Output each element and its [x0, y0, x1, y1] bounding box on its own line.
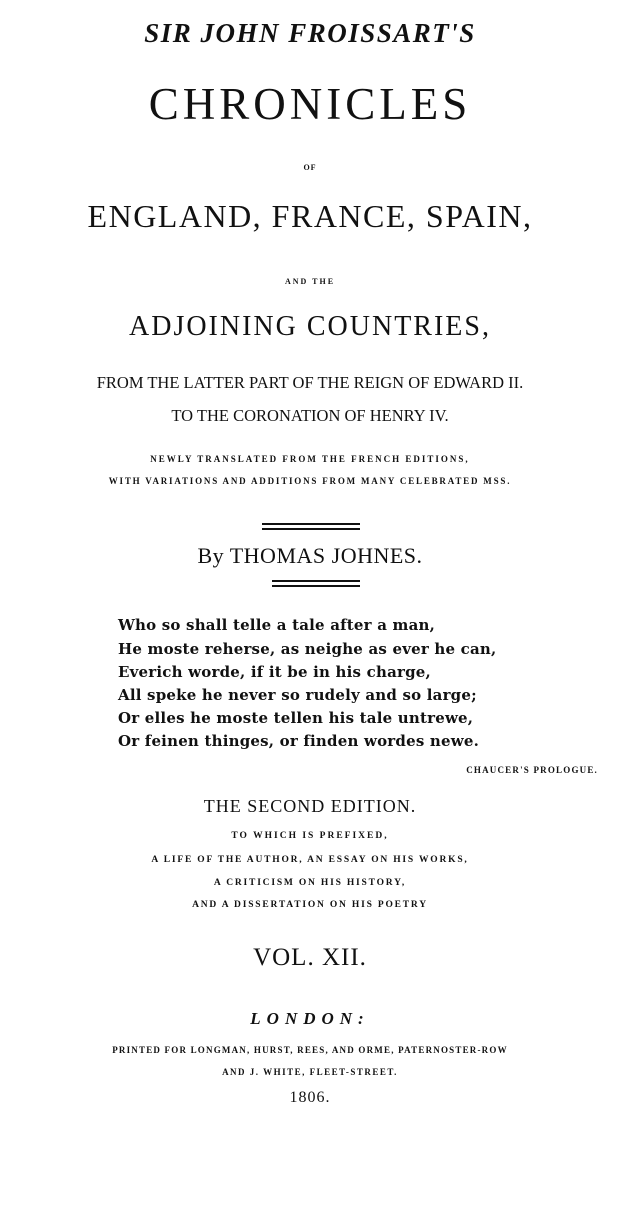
prefixed-line-3: A CRITICISM ON HIS HISTORY, — [213, 878, 407, 888]
edition-label: THE SECOND EDITION. — [203, 796, 417, 816]
prefixed-line-2: A LIFE OF THE AUTHOR, AN ESSAY ON HIS WORKS, — [151, 855, 469, 865]
epigraph-line: Or elles he moste tellen his tale untrewe, — [118, 709, 474, 727]
imprint-line-2: AND J. WHITE, FLEET-STREET. — [222, 1067, 398, 1077]
imprint-city: LONDON: — [250, 1009, 370, 1028]
imprint-line-1: PRINTED FOR LONGMAN, HURST, REES, AND ORME, PATERNOSTER-ROW — [112, 1045, 508, 1055]
divider-top-2 — [262, 528, 360, 530]
period-line-2: TO THE CORONATION OF HENRY IV. — [171, 406, 449, 425]
prefixed-line-1: TO WHICH IS PREFIXED, — [231, 831, 389, 841]
epigraph-source: CHAUCER'S PROLOGUE. — [466, 765, 598, 775]
divider-bottom-2 — [272, 585, 360, 587]
epigraph-line: Everich worde, if it be in his charge, — [118, 663, 431, 681]
epigraph-line: He moste reherse, as neighe as ever he can, — [118, 640, 497, 658]
publication-year: 1806. — [289, 1089, 331, 1106]
countries-line-1: ENGLAND, FRANCE, SPAIN, — [87, 198, 533, 234]
divider-top-1 — [262, 523, 360, 525]
epigraph-line: Or feinen thinges, or finden wordes newe. — [118, 732, 480, 750]
author-title: SIR JOHN FROISSART'S — [144, 18, 476, 48]
period-line-1: FROM THE LATTER PART OF THE REIGN OF EDWARD II. — [96, 373, 524, 392]
divider-bottom-1 — [272, 580, 360, 582]
of-label: OF — [303, 163, 317, 172]
volume-label: VOL. XII. — [253, 944, 367, 971]
main-title: CHRONICLES — [148, 79, 472, 129]
translation-line-2: WITH VARIATIONS AND ADDITIONS FROM MANY CELEBRATED MSS. — [108, 476, 512, 486]
translator-line: By THOMAS JOHNES. — [197, 543, 423, 568]
countries-line-2: ADJOINING COUNTRIES, — [129, 311, 491, 342]
epigraph-line: Who so shall telle a tale after a man, — [118, 616, 436, 634]
prefixed-line-4: AND A DISSERTATION ON HIS POETRY — [192, 900, 428, 910]
epigraph-line: All speke he never so rudely and so large; — [118, 686, 477, 704]
translation-line-1: NEWLY TRANSLATED FROM THE FRENCH EDITIONS, — [150, 454, 470, 464]
and-the-label: AND THE — [284, 277, 336, 286]
